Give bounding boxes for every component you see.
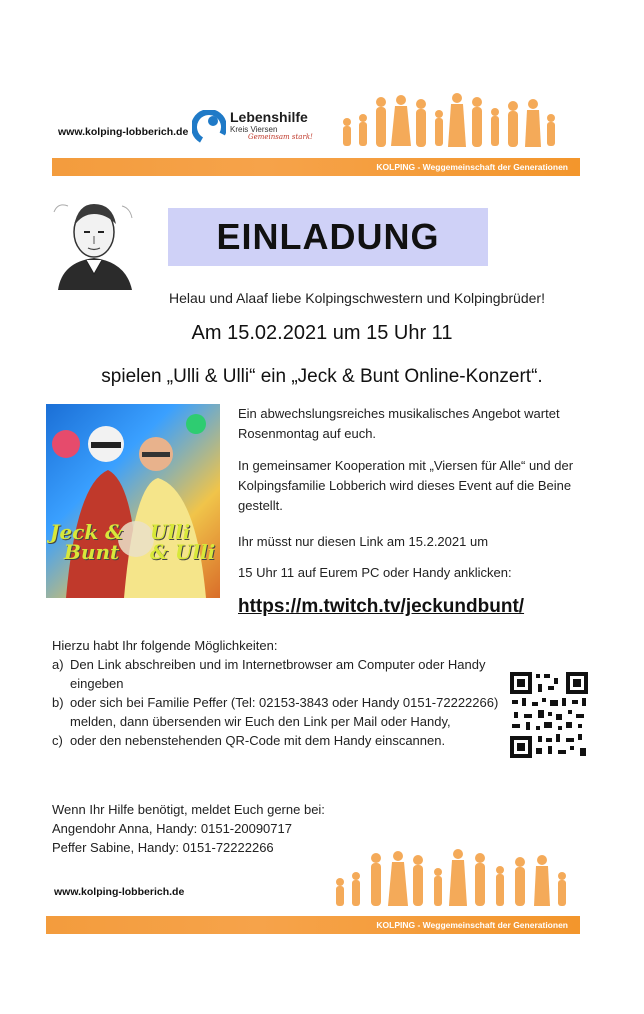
lebenshilfe-logo — [192, 110, 313, 144]
list-marker: a) — [52, 657, 64, 672]
title-box — [168, 208, 488, 266]
band-photo-image — [46, 404, 220, 598]
greeting: Helau und Alaaf liebe Kolpingschwestern und Kolpingbrüder! — [169, 290, 545, 306]
concert-line: spielen „Ulli & Ulli“ ein „Jeck & Bunt Online-Konzert“. — [101, 366, 543, 387]
help-intro: Wenn Ihr Hilfe benötigt, meldet Euch gerne bei: — [52, 802, 325, 817]
qr-code[interactable] — [510, 672, 588, 758]
photo-text-bunt: Bunt — [64, 540, 120, 564]
list-item-text: Den Link abschreiben und im Internetbrowser am Computer oder Handy eingeben — [70, 657, 486, 691]
page-title: EINLADUNG — [216, 216, 440, 257]
paragraph-offer: Ein abwechslungsreiches musikalisches Angebot wartet Rosenmontag auf euch. — [238, 406, 560, 441]
header-bar-text: KOLPING - Weggemeinschaft der Generationen — [376, 162, 568, 172]
header-url: www.kolping-lobberich.de — [58, 126, 189, 138]
list-item — [52, 731, 502, 750]
logo-region: Kreis Viersen — [230, 125, 278, 134]
footer-bar — [46, 916, 580, 934]
list-marker: b) — [52, 695, 64, 710]
family-silhouette-icon — [330, 846, 580, 916]
photo-text-and-ulli: & Ulli — [150, 540, 216, 564]
options-list — [52, 636, 502, 750]
list-item — [52, 655, 502, 693]
list-item — [52, 693, 502, 731]
list-marker: c) — [52, 733, 63, 748]
photo-text-jeck: Jeck & — [50, 520, 124, 544]
logo-tagline: Gemeinsam stark! — [248, 133, 313, 141]
list-item-text: oder den nebenstehenden QR-Code mit dem Handy einscannen. — [70, 733, 446, 748]
footer-url: www.kolping-lobberich.de — [54, 886, 185, 898]
lebenshilfe-icon — [192, 110, 226, 144]
help-contact-anna: Angendohr Anna, Handy: 0151-20090717 — [52, 821, 292, 836]
band-photo — [46, 404, 220, 598]
paragraph-link-date: Ihr müsst nur diesen Link am 15.2.2021 um — [238, 534, 489, 549]
paragraph-cooperation: In gemeinsamer Kooperation mit „Viersen für Alle“ und der Kolpingsfamilie Lobberich wird dieses Event auf die Beine gestellt. — [238, 458, 574, 513]
options-intro: Hierzu habt Ihr folgende Möglichkeiten: — [52, 638, 278, 653]
kolping-portrait — [48, 192, 140, 292]
list-item-text: oder sich bei Familie Peffer (Tel: 02153-3843 oder Handy 0151-72222266) melden, dann übersenden wir Euch den Link per Mail oder Handy, — [70, 695, 499, 729]
date-line: Am 15.02.2021 um 15 Uhr 11 — [191, 322, 453, 344]
help-section — [52, 800, 325, 857]
paragraph-link-time: 15 Uhr 11 auf Eurem PC oder Handy anklicken: — [238, 565, 512, 580]
footer-bar-text: KOLPING - Weggemeinschaft der Generationen — [376, 920, 568, 930]
twitch-link[interactable]: https://m.twitch.tv/jeckundbunt/ — [238, 596, 525, 617]
header-bar — [52, 158, 580, 176]
help-contact-sabine: Peffer Sabine, Handy: 0151-72222266 — [52, 840, 274, 855]
family-silhouette-icon — [335, 88, 575, 158]
logo-name: Lebenshilfe — [230, 109, 308, 125]
photo-text-ulli: Ulli — [150, 520, 191, 544]
